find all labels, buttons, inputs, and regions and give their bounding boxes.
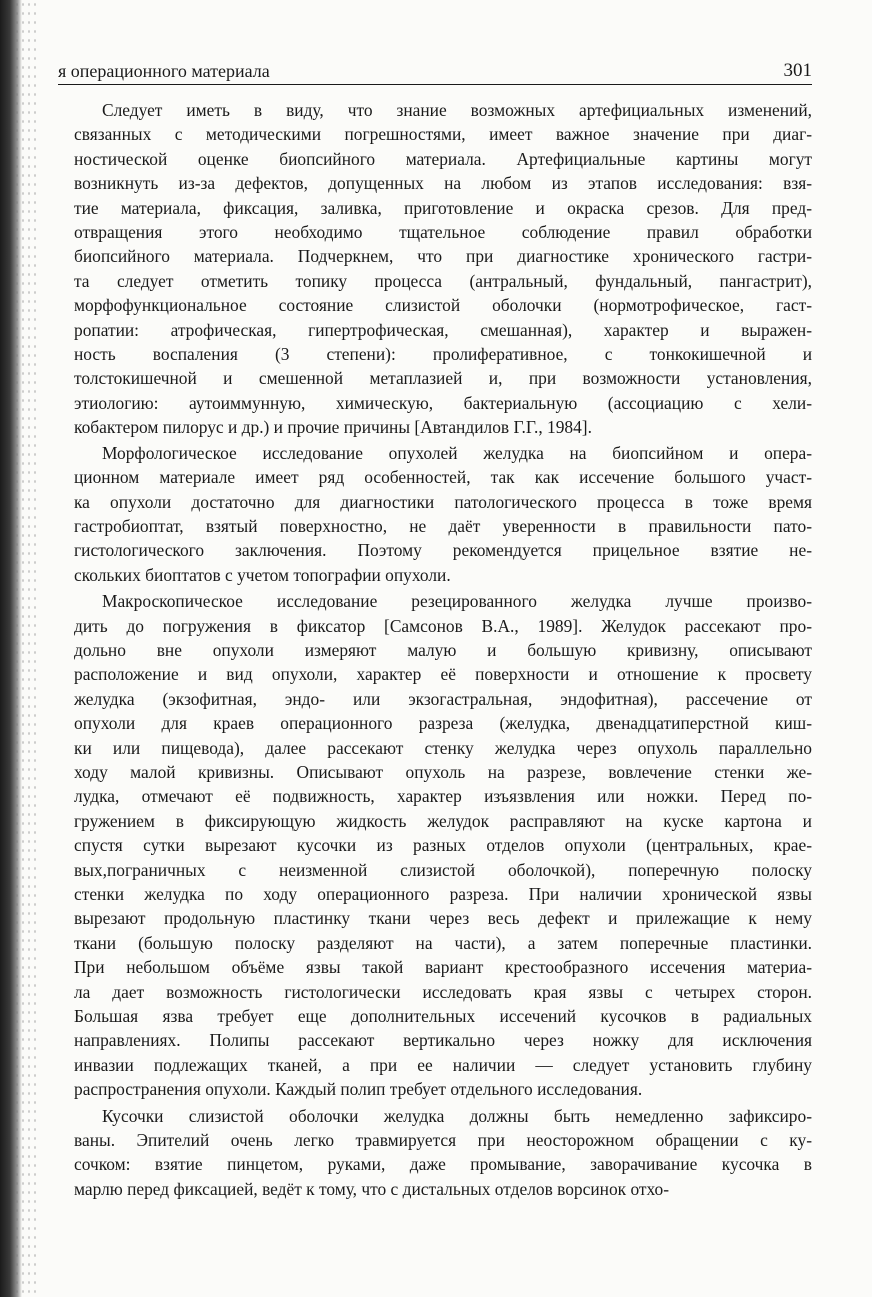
text-line: ропатии: атрофическая, гипертрофическая, смешанная), характер и выражен-: [74, 319, 812, 340]
text-line: скольких биоптатов с учетом топографии опухоли.: [74, 564, 451, 585]
text-line: ла дает возможность гистологически исследовать края язвы с четырех сторон.: [74, 981, 812, 1002]
scan-noise: [14, 0, 40, 1297]
text-line: При небольшом объёме язвы такой вариант крестообразного иссечения материа-: [74, 957, 812, 978]
text-line: гружением в фиксирующую жидкость желудок расправляют на куске картона и: [74, 810, 812, 831]
text-line: расположение и вид опухоли, характер её поверхности и отношение к просвету: [74, 664, 812, 685]
text-line: опухоли для краев операционного разреза (желудка, двенадцатиперстной киш-: [74, 713, 812, 734]
text-line: марлю перед фиксацией, ведёт к тому, что с дистальных отделов ворсинок отхо-: [74, 1178, 670, 1199]
running-title: я операционного материала: [58, 61, 270, 81]
text-line: кобактером пилорус и др.) и прочие причины [Автандилов Г.Г., 1984].: [74, 417, 592, 438]
running-header: [58, 60, 812, 85]
text-line: гистологического заключения. Поэтому рекомендуется прицельное взятие не-: [74, 540, 812, 561]
text-line: ностической оценке биопсийного материала. Артефициальные картины могут: [74, 148, 812, 169]
text-line: та следует отметить топику процесса (антральный, фундальный, пангастрит),: [74, 270, 812, 291]
body-text: [74, 98, 812, 1201]
paragraph-3: [74, 589, 812, 1102]
text-line: распространения опухоли. Каждый полип требует отдельного исследования.: [74, 1079, 643, 1100]
text-line: ка опухоли достаточно для диагностики патологического процесса в тоже время: [74, 491, 812, 512]
text-line: стенки желудка по ходу операционного разреза. При наличии хронической язвы: [74, 884, 812, 904]
text-line: отвращения этого необходимо тщательное соблюдение правил обработки: [74, 222, 812, 243]
page-number: 301: [783, 60, 812, 81]
paragraph-4: [74, 1104, 812, 1202]
text-line: биопсийного материала. Подчеркнем, что при диагностике хронического гастри-: [74, 246, 812, 267]
text-line: Кусочки слизистой оболочки желудка должны быть немедленно зафиксиро-: [102, 1105, 812, 1126]
text-line: спустя сутки вырезают кусочки из разных отделов опухоли (центральных, крае-: [74, 835, 812, 856]
text-line: Макроскопическое исследование резецированного желудка лучше произво-: [102, 591, 812, 612]
text-line: морфофункциональное состояние слизистой оболочки (нормотрофическое, гаст-: [74, 295, 812, 316]
text-line: этиологию: аутоиммунную, химическую, бактериальную (ассоциацию с хели-: [74, 392, 812, 413]
text-line: Следует иметь в виду, что знание возможных артефициальных изменений,: [102, 100, 812, 120]
text-line: ходу малой кривизны. Описывают опухоль на разрезе, вовлечение стенки же-: [74, 761, 812, 782]
text-line: гастробиоптат, взятый поверхностно, не даёт уверенности в правильности пато-: [74, 515, 812, 536]
text-line: ность воспаления (3 степени): пролиферативное, с тонкокишечной и: [74, 344, 812, 365]
text-line: толстокишечной и смешенной метаплазией и, при возможности установления,: [74, 368, 812, 389]
text-line: Большая язва требует еще дополнительных иссечений кусочков в радиальных: [74, 1006, 812, 1027]
text-line: ки или пищевода), далее рассекают стенку желудка через опухоль параллельно: [74, 737, 812, 758]
text-line: дольно вне опухоли измеряют малую и большую кривизну, описывают: [74, 639, 812, 660]
text-line: вырезают продольную пластинку ткани через весь дефект и прилежащие к нему: [74, 908, 812, 929]
text-line: сочком: взятие пинцетом, руками, даже промывание, заворачивание кусочка в: [74, 1154, 812, 1175]
text-line: Морфологическое исследование опухолей желудка на биопсийном и опера-: [102, 442, 812, 463]
text-line: тие материала, фиксация, заливка, приготовление и окраска срезов. Для пред-: [74, 197, 812, 218]
text-line: возникнуть из-за дефектов, допущенных на любом из этапов исследования: взя-: [74, 173, 812, 194]
text-line: инвазии подлежащих тканей, а при ее наличии — следует установить глубину: [74, 1054, 812, 1075]
paragraph-1: [74, 98, 812, 440]
text-line: ционном материале имеет ряд особенностей, так как иссечение большого участ-: [74, 467, 812, 488]
text-line: дить до погружения в фиксатор [Самсонов В.А., 1989]. Желудок рассекают про-: [74, 615, 812, 636]
text-line: лудка, отмечают её подвижность, характер изъязвления или ножки. Перед по-: [74, 786, 812, 807]
text-line: ваны. Эпителий очень легко травмируется при неосторожном обращении с ку-: [74, 1130, 812, 1151]
paragraph-2: [74, 441, 812, 587]
text-line: направлениях. Полипы рассекают вертикально через ножку для исключения: [74, 1030, 812, 1051]
text-line: желудка (экзофитная, эндо- или экзогастральная, эндофитная), рассечение от: [74, 688, 812, 709]
text-line: вых,пограничных с неизменной слизистой оболочкой), поперечную полоску: [74, 859, 812, 880]
text-line: связанных с методическими погрешностями, имеет важное значение при диаг-: [74, 124, 812, 145]
text-line: ткани (большую полоску разделяют на части), а затем поперечные пластинки.: [74, 932, 812, 953]
